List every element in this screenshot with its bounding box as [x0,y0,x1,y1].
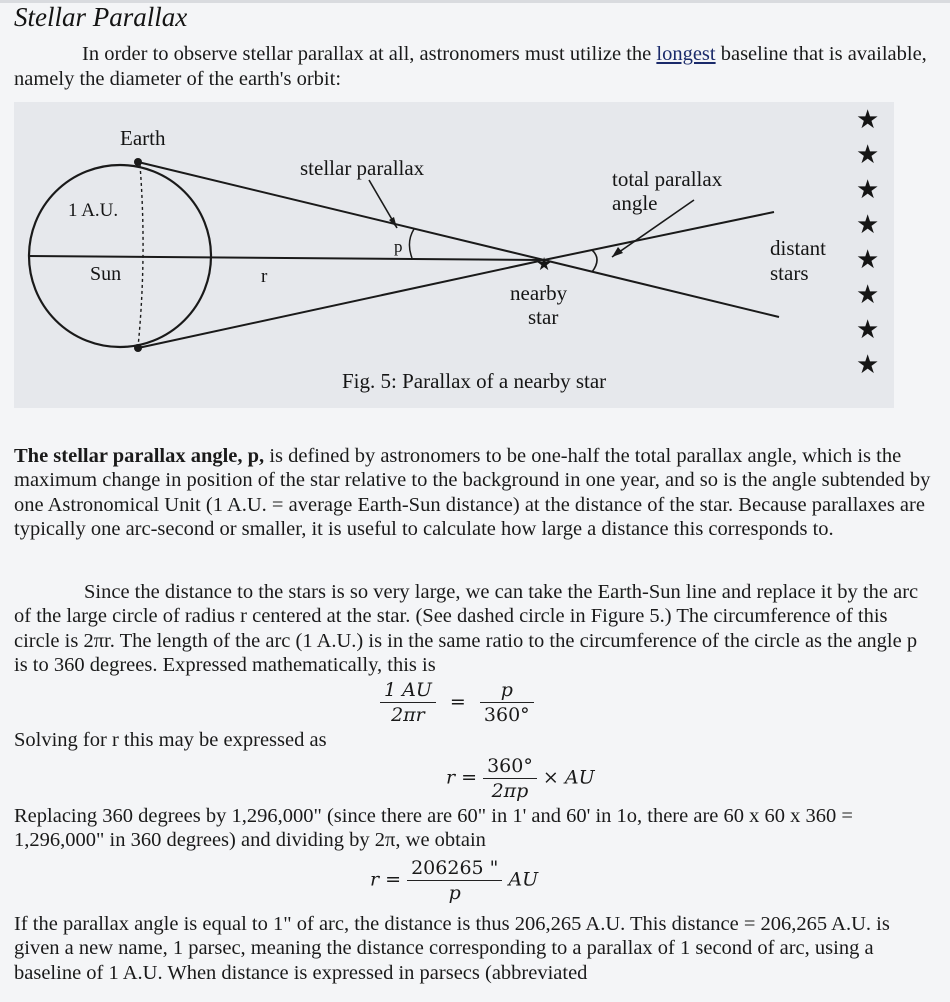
earth-label: Earth [120,126,166,150]
fraction-p [480,678,534,727]
distant-star-icon: ★ [856,280,880,309]
fraction-360-denominator: 2πp [491,780,529,802]
equation-r-lhs: r = [446,766,478,789]
fraction-au [380,678,436,727]
equation-parsec-lhs: r = [370,868,402,891]
fraction-360-numerator: 360° [483,754,537,779]
distant-star-icon: ★ [856,140,880,169]
paragraph-replacing: Replacing 360 degrees by 1,296,000" (since there are 60" in 1' and 60' in 1o, there are 60 x 60 x 360 = 1,296,000" in 360 degrees) and dividing by 2π, we obtain [14,805,853,852]
distant-star-icon: ★ [856,175,880,204]
nearby-star-label-2: star [528,305,559,329]
fraction-206265-numerator: 206265 " [407,856,502,881]
total-parallax-label-2: angle [612,191,658,215]
distant-star-icon: ★ [856,105,880,134]
fraction-206265-denominator: p [448,882,461,904]
distant-star-icon: ★ [856,210,880,239]
intro-text: In order to observe stellar parallax at all, astronomers must utilize the [82,43,657,65]
earth-dot [134,158,142,166]
stellar-parallax-label: stellar parallax [300,156,425,180]
nearby-star-label: nearby [510,281,568,305]
distant-stars-label-2: stars [770,261,809,285]
total-parallax-arrowhead [612,247,623,257]
parallax-figure [14,102,894,408]
sun-to-star-line [28,256,544,260]
longest-link[interactable]: longest [656,43,716,65]
extension-line-bottom [544,260,779,317]
sun-label: Sun [90,263,122,285]
equation-parsec [370,856,538,905]
fraction-au-denominator: 2πr [391,704,425,726]
total-angle-arc [592,250,597,272]
extension-line-top [544,212,774,260]
equals-sign: = [449,690,466,713]
au-label: 1 A.U. [68,200,119,221]
fraction-p-denominator: 360° [483,704,530,726]
distant-star-icon: ★ [856,315,880,344]
equation-r-rhs: × AU [542,766,595,789]
paragraph-solving: Solving for r this may be expressed as [14,729,327,751]
definition-text: is defined by astronomers to be one-half the total parallax angle, which is the maximum change in position of the star relative to the background in one year, and so is the angle subtended by one Astronomical Unit (1 A.U. = average Earth-Sun distance) at the distance of the star. Because parallaxes are typically one arc-second or smaller, it is useful to calculate how large a distance this corresponds to. [14,445,931,540]
equation-r [446,754,595,803]
p-label: p [394,237,403,256]
distant-star-icon: ★ [856,350,880,379]
bold-term: The stellar parallax angle, p, [14,445,265,467]
fraction-p-numerator: p [480,678,534,703]
fraction-206265 [407,856,502,905]
derivation-text: Since the distance to the stars is so very large, we can take the Earth-Sun line and replace it by the arc of the large circle of radius r centered at the star. (See dashed circle in Figure 5.) The circumference of this circle is 2πr. The length of the arc (1 A.U.) is in the same ratio to the circumference of the circle as the angle p is to 360 degrees. Expressed mathematically, this is [14,581,919,676]
intro-text-end: baseline that is available, namely the diameter of the earth's orbit: [14,43,927,90]
p-angle-arc [409,229,414,258]
figure-caption: Fig. 5: Parallax of a nearby star [342,369,607,393]
page-title: Stellar Parallax [14,2,188,32]
distant-stars-label: distant [770,236,826,260]
total-parallax-label: total parallax [612,167,723,191]
fraction-au-numerator: 1 AU [380,678,436,703]
equation-parsec-rhs: AU [508,868,539,891]
paragraph-definition [14,444,934,541]
fraction-360 [483,754,537,803]
nearby-star-icon: ★ [536,254,553,274]
earth-dot-bottom [134,344,142,352]
parallax-diagram [14,102,894,408]
paragraph-parsec: If the parallax angle is equal to 1" of arc, the distance is thus 206,265 A.U. This distance = 206,265 A.U. is given a new name, 1 parsec, meaning the distance corresponding to a parallax of 1 second of arc, using a baseline of 1 A.U. When distance is expressed in parsecs (abbreviated [14,913,890,984]
distant-stars-column [856,105,879,379]
paragraph-derivation [14,580,934,677]
equation-ratio [380,678,534,727]
r-label: r [261,266,268,287]
earth-to-star-line-bottom [138,260,544,348]
distant-star-icon: ★ [856,245,880,274]
intro-paragraph [14,42,934,92]
